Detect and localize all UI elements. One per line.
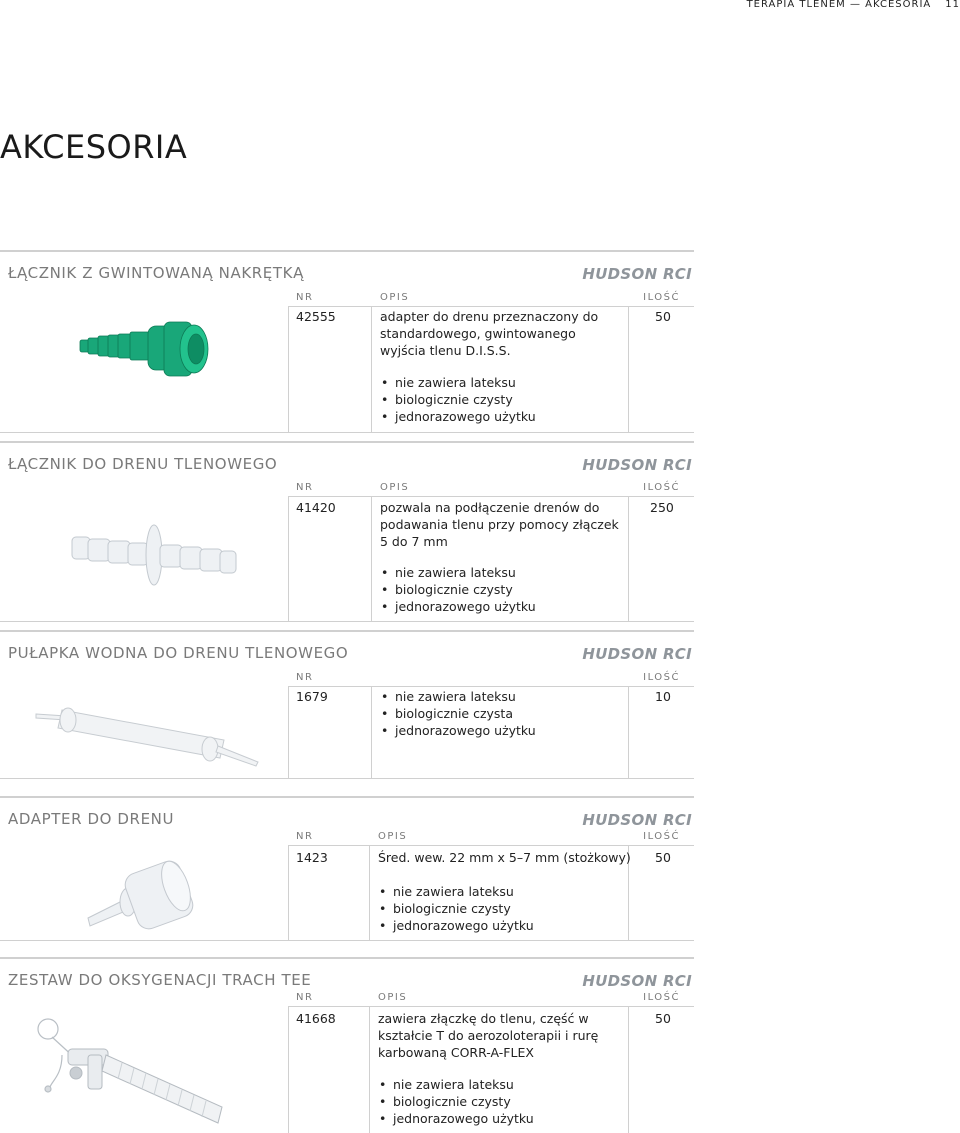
- product-description: zawiera złączkę do tlenu, część w kształcie T do aerozoloterapii i rurę karbowaną CORR-A-FLEX: [378, 1011, 599, 1060]
- brand-logo: HUDSON RCI: [582, 265, 692, 283]
- feature-item: • nie zawiera lateksu: [375, 1076, 534, 1093]
- column-divider: [288, 845, 289, 940]
- product-quantity: 50: [655, 1011, 671, 1026]
- column-header-opis: OPIS: [380, 292, 410, 303]
- product-description: Śred. wew. 22 mm x 5–7 mm (stożkowy): [378, 850, 631, 865]
- column-divider: [288, 306, 289, 432]
- section-bottom-rule: [0, 778, 694, 779]
- column-divider: [628, 1006, 629, 1133]
- column-header-row: [0, 290, 694, 306]
- feature-item: • biologicznie czysty: [375, 900, 534, 917]
- brand-logo: HUDSON RCI: [582, 972, 692, 990]
- section-title: ADAPTER DO DRENU: [8, 810, 175, 828]
- product-image-water-trap: [34, 702, 262, 768]
- running-title: TERAPIA TLENEM — AKCESORIA: [746, 0, 932, 10]
- product-description: adapter do drenu przeznaczony do standardowego, gwintowanego wyjścia tlenu D.I.S.S.: [380, 309, 599, 358]
- page-number: 11: [945, 0, 960, 10]
- product-nr: 1423: [296, 850, 328, 865]
- section-bottom-rule: [0, 940, 694, 941]
- feature-list: [377, 564, 536, 615]
- section-divider: [0, 630, 694, 632]
- feature-item: • jednorazowego użytku: [377, 598, 536, 615]
- feature-item: • biologicznie czysty: [377, 581, 536, 598]
- product-image-diss-connector: [78, 320, 218, 400]
- column-divider: [628, 496, 629, 621]
- product-nr: 42555: [296, 309, 336, 324]
- column-header-row: [0, 829, 694, 845]
- running-head: [747, 0, 960, 10]
- section-divider: [0, 250, 694, 252]
- brand-logo: HUDSON RCI: [582, 811, 692, 829]
- page-title: AKCESORIA: [0, 128, 188, 166]
- product-image-tubing-connector: [68, 523, 243, 593]
- product-nr: 41420: [296, 500, 336, 515]
- column-divider: [371, 496, 372, 621]
- brand-logo: HUDSON RCI: [582, 456, 692, 474]
- feature-item: • nie zawiera lateksu: [375, 883, 534, 900]
- column-divider: [369, 1006, 370, 1133]
- section-divider: [0, 441, 694, 443]
- feature-item: • jednorazowego użytku: [377, 408, 536, 425]
- feature-item: • nie zawiera lateksu: [377, 564, 536, 581]
- feature-list: [375, 1076, 534, 1127]
- product-quantity: 50: [655, 850, 671, 865]
- column-header-nr: NR: [296, 482, 314, 493]
- column-header-ilosc: ILOŚĆ: [643, 831, 680, 842]
- column-header-nr: NR: [296, 831, 314, 842]
- product-quantity: 10: [655, 689, 671, 704]
- column-divider: [628, 306, 629, 432]
- column-divider: [288, 686, 289, 778]
- product-nr: 1679: [296, 689, 328, 704]
- feature-item: • nie zawiera lateksu: [377, 374, 536, 391]
- section-title: ŁĄCZNIK Z GWINTOWANĄ NAKRĘTKĄ: [8, 264, 304, 282]
- product-section-water-trap: [0, 630, 694, 778]
- brand-logo: HUDSON RCI: [582, 645, 692, 663]
- product-section-tubing-connector: [0, 441, 694, 621]
- product-quantity: 50: [655, 309, 671, 324]
- section-divider: [0, 796, 694, 798]
- column-header-nr: NR: [296, 292, 314, 303]
- column-header-opis: OPIS: [380, 482, 410, 493]
- product-image-tubing-adapter: [84, 856, 194, 934]
- column-header-row: [0, 670, 694, 686]
- column-divider: [288, 496, 289, 621]
- product-section-trach-tee-kit: [0, 957, 694, 1133]
- product-section-diss-connector: [0, 250, 694, 432]
- column-divider: [371, 306, 372, 432]
- feature-item: • jednorazowego użytku: [377, 722, 536, 739]
- feature-item: • biologicznie czysty: [377, 391, 536, 408]
- column-header-ilosc: ILOŚĆ: [643, 672, 680, 683]
- feature-item: • biologicznie czysta: [377, 705, 536, 722]
- column-divider: [369, 845, 370, 940]
- column-header-divider: [288, 845, 694, 846]
- feature-item: • jednorazowego użytku: [375, 917, 534, 934]
- column-header-ilosc: ILOŚĆ: [643, 292, 680, 303]
- feature-item: • biologicznie czysty: [375, 1093, 534, 1110]
- section-title: ŁĄCZNIK DO DRENU TLENOWEGO: [8, 455, 278, 473]
- feature-item: • jednorazowego użytku: [375, 1110, 534, 1127]
- column-header-row: [0, 990, 694, 1006]
- column-header-nr: NR: [296, 992, 314, 1003]
- section-bottom-rule: [0, 432, 694, 433]
- column-header-opis: OPIS: [378, 992, 408, 1003]
- column-header-row: [0, 480, 694, 496]
- section-title: ZESTAW DO OKSYGENACJI TRACH TEE: [8, 971, 312, 989]
- product-description: pozwala na podłączenie drenów do podawania tlenu przy pomocy złączek 5 do 7 mm: [380, 500, 619, 549]
- column-header-ilosc: ILOŚĆ: [643, 992, 680, 1003]
- column-header-ilosc: ILOŚĆ: [643, 482, 680, 493]
- section-title: PUŁAPKA WODNA DO DRENU TLENOWEGO: [8, 644, 349, 662]
- column-header-divider: [288, 1006, 694, 1007]
- section-divider: [0, 957, 694, 959]
- column-header-divider: [288, 306, 694, 307]
- product-nr: 41668: [296, 1011, 336, 1026]
- product-section-tubing-adapter: [0, 796, 694, 940]
- column-divider: [628, 686, 629, 778]
- column-header-divider: [288, 686, 694, 687]
- feature-list: [375, 883, 534, 934]
- section-bottom-rule: [0, 621, 694, 622]
- column-divider: [288, 1006, 289, 1133]
- column-divider: [371, 686, 372, 778]
- column-header-nr: NR: [296, 672, 314, 683]
- column-header-opis: OPIS: [378, 831, 408, 842]
- product-image-trach-tee-kit: [32, 1015, 242, 1129]
- feature-item: • nie zawiera lateksu: [377, 688, 536, 705]
- feature-list: [377, 688, 536, 739]
- product-quantity: 250: [650, 500, 674, 515]
- column-header-divider: [288, 496, 694, 497]
- feature-list: [377, 374, 536, 425]
